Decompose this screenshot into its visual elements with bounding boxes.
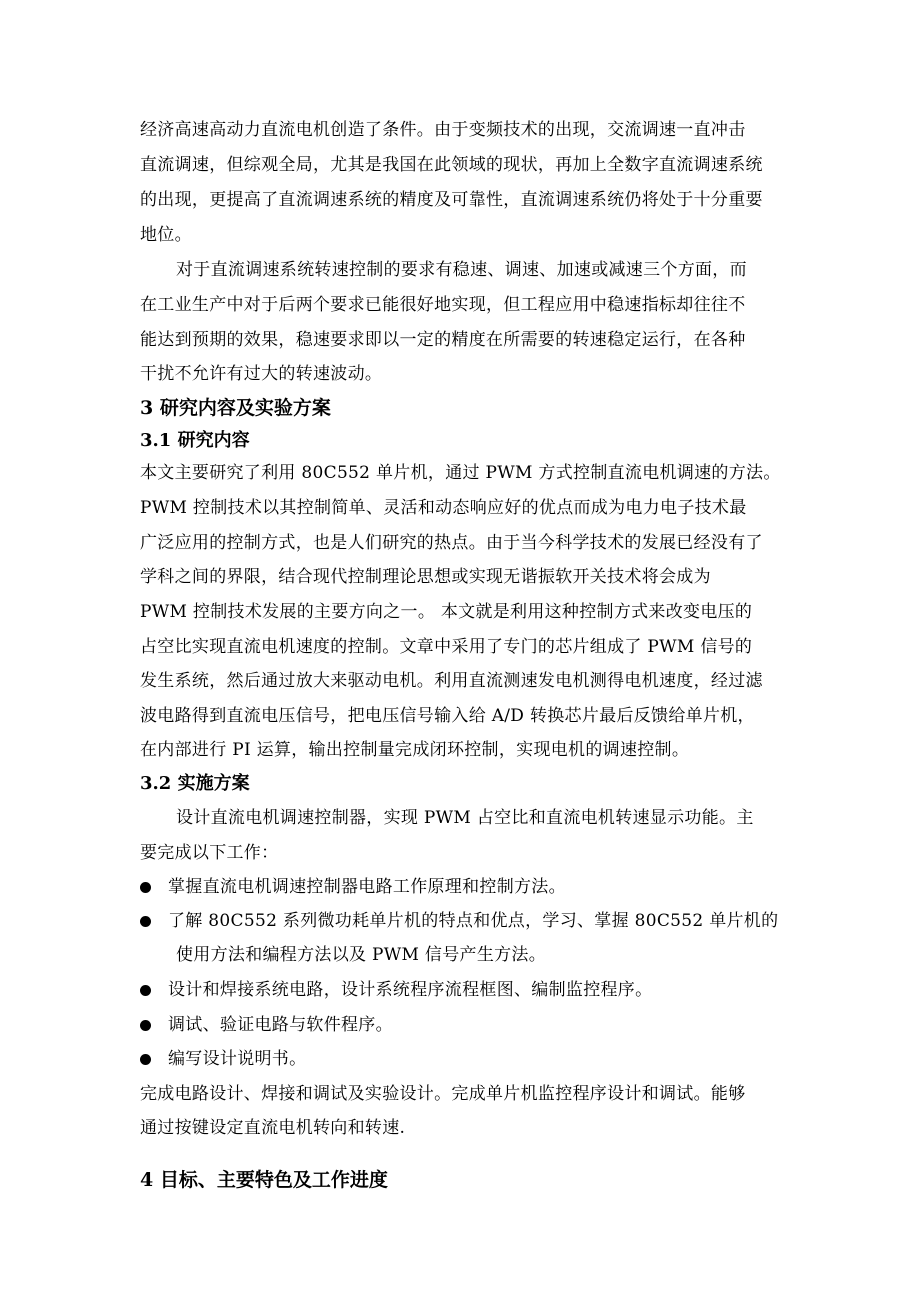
intro-p2-line-3: 能达到预期的效果，稳速要求即以一定的精度在所需要的转速稳定运行，在各种 [140,330,746,350]
intro-p1-line-3: 的出现，更提高了直流调速系统的精度及可靠性，直流调速系统仍将处于十分重要 [140,190,763,210]
bullet-4-line-1: 调试、验证电路与软件程序。 [168,1015,393,1035]
s31-line-4: 学科之间的界限，结合现代控制理论思想或实现无谐振软开关技术将会成为 [140,567,711,587]
bullet-dot-5 [140,1054,151,1065]
intro-p1-line-4: 地位。 [140,225,192,245]
intro-p2-line-1: 对于直流调速系统转速控制的要求有稳速、调速、加速或减速三个方面，而 [176,260,747,280]
intro-p1-line-1: 经济高速高动力直流电机创造了条件。由于变频技术的出现，交流调速一直冲击 [140,120,746,140]
intro-p1-line-2: 直流调速，但综观全局，尤其是我国在此领域的现状，再加上全数字直流调速系统 [140,155,763,175]
bullet-dot-3 [140,985,151,996]
section-3-2-heading: 3.2 实施方案 [140,773,250,794]
s32-closing-line-2: 通过按键设定直流电机转向和转速. [140,1118,406,1138]
bullet-dot-1 [140,882,151,893]
s31-line-6: 占空比实现直流电机速度的控制。文章中采用了专门的芯片组成了 PWM 信号的 [140,637,753,657]
s32-intro-line-2: 要完成以下工作： [140,843,279,863]
s32-intro-line-1: 设计直流电机调速控制器，实现 PWM 占空比和直流电机转速显示功能。主 [176,808,754,828]
s31-line-3: 广泛应用的控制方式，也是人们研究的热点。由于当今科学技术的发展已经没有了 [140,533,763,553]
bullet-dot-4 [140,1020,151,1031]
section-3-heading: 3 研究内容及实验方案 [140,397,331,419]
s31-line-9: 在内部进行 PI 运算，输出控制量完成闭环控制，实现电机的调速控制。 [140,740,690,760]
section-3-1-heading: 3.1 研究内容 [140,430,250,451]
bullet-dot-2 [140,916,151,927]
s31-line-7: 发生系统，然后通过放大来驱动电机。利用直流测速发电机测得电机速度，经过滤 [140,671,763,691]
bullet-2-line-2: 使用方法和编程方法以及 PWM 信号产生方法。 [176,945,547,965]
bullet-5-line-1: 编写设计说明书。 [168,1049,307,1069]
s31-line-5: PWM 控制技术发展的主要方向之一。 本文就是利用这种控制方式来改变电压的 [140,602,753,622]
section-4-heading: 4 目标、主要特色及工作进度 [140,1169,388,1191]
bullet-2-line-1: 了解 80C552 系列微功耗单片机的特点和优点，学习、掌握 80C552 单片机的 [168,911,779,931]
intro-p2-line-4: 干扰不允许有过大的转速波动。 [140,364,383,384]
s31-line-8: 波电路得到直流电压信号，把电压信号输入给 A/D 转换芯片最后反馈给单片机， [140,706,755,726]
s31-line-2: PWM 控制技术以其控制简单、灵活和动态响应好的优点而成为电力电子技术最 [140,498,747,518]
bullet-3-line-1: 设计和焊接系统电路，设计系统程序流程框图、编制监控程序。 [168,980,653,1000]
bullet-1-line-1: 掌握直流电机调速控制器电路工作原理和控制方法。 [168,877,566,897]
s31-line-1: 本文主要研究了利用 80C552 单片机，通过 PWM 方式控制直流电机调速的方法。 [140,463,781,483]
intro-p2-line-2: 在工业生产中对于后两个要求已能很好地实现，但工程应用中稳速指标却往往不 [140,295,746,315]
s32-closing-line-1: 完成电路设计、焊接和调试及实验设计。完成单片机监控程序设计和调试。能够 [140,1084,746,1104]
